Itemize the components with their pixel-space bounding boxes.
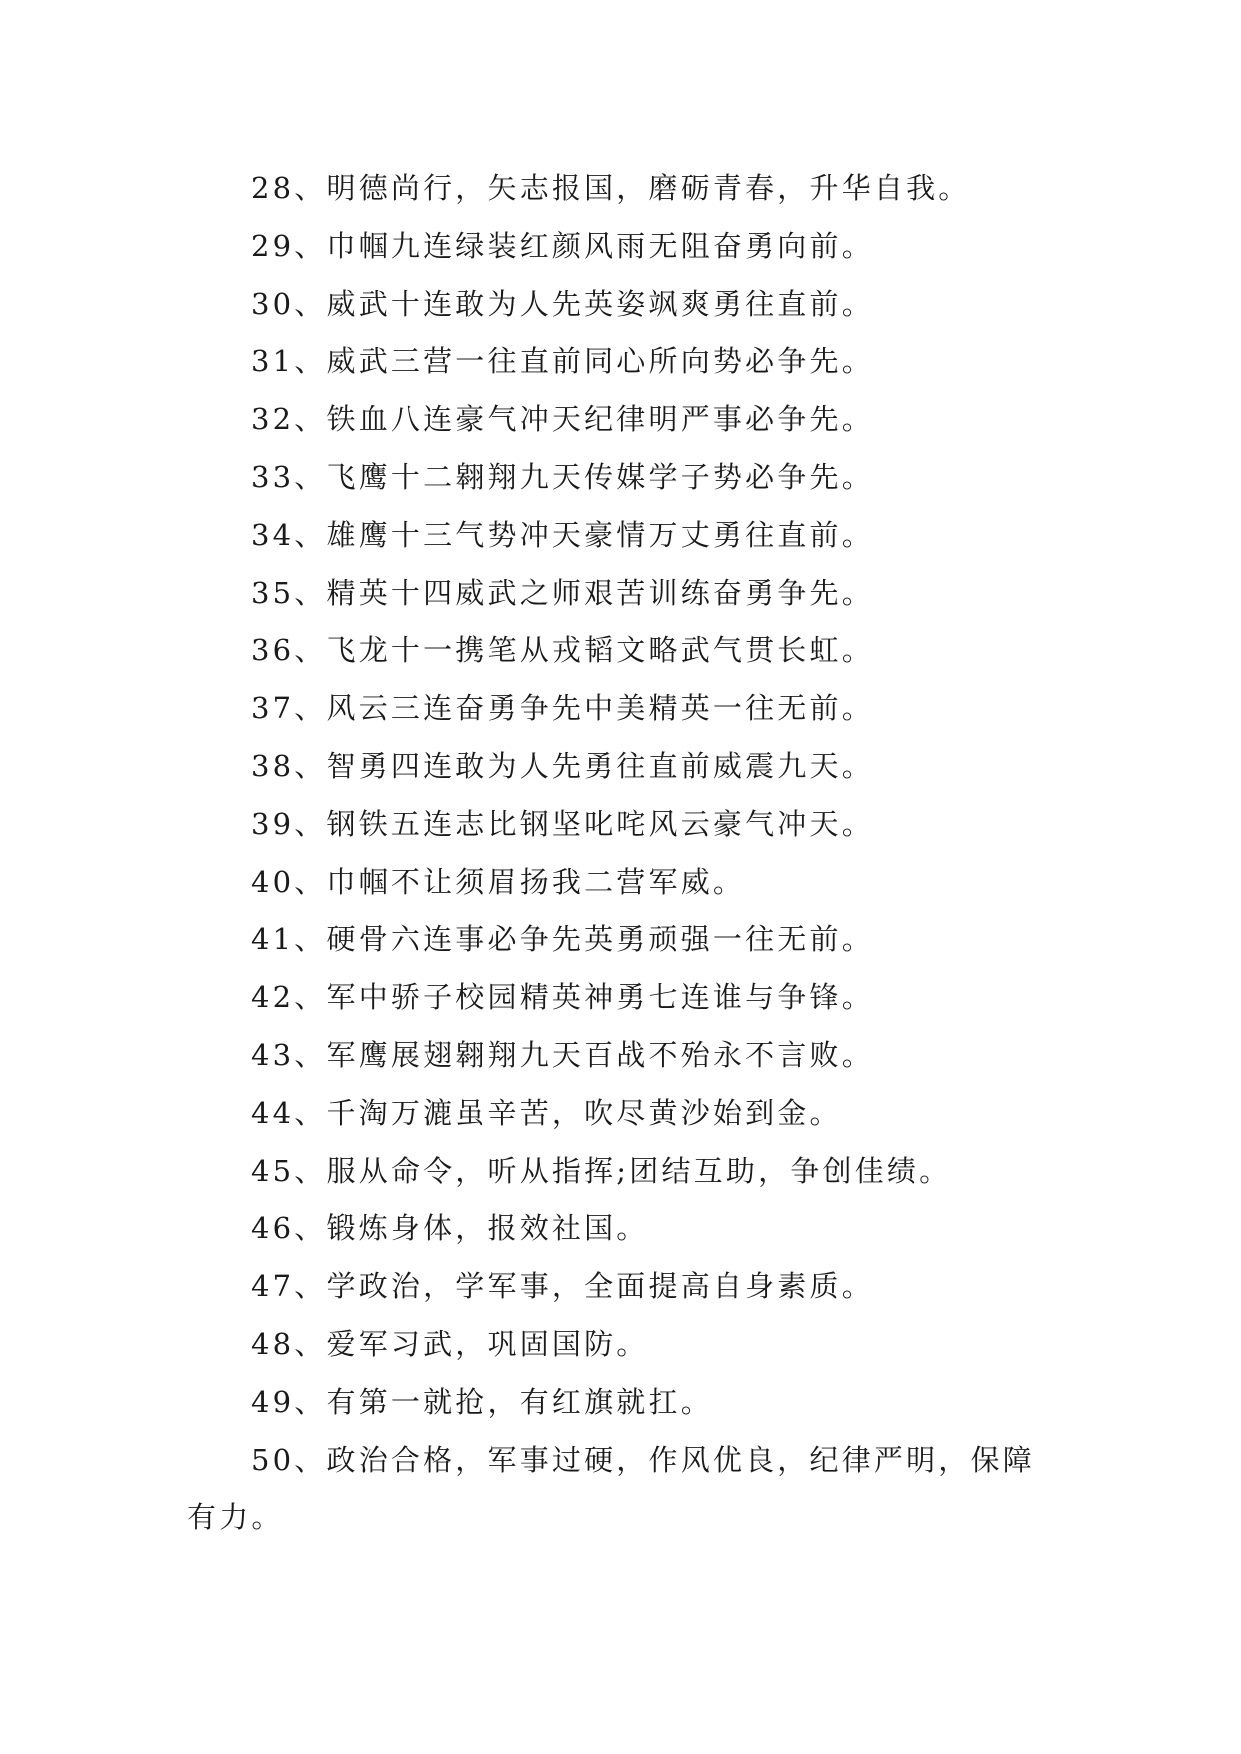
list-item: 49、有第一就抢，有红旗就扛。 — [251, 1384, 713, 1419]
list-item: 50、政治合格，军事过硬，作风优良，纪律严明，保障有力。 — [187, 1442, 1035, 1535]
list-item: 48、爱军习武，巩固国防。 — [251, 1326, 649, 1361]
list-item: 35、精英十四威武之师艰苦训练奋勇争先。 — [251, 575, 874, 610]
list-item: 47、学政治，学军事，全面提高自身素质。 — [251, 1269, 874, 1304]
list-item: 34、雄鹰十三气势冲天豪情万丈勇往直前。 — [251, 517, 874, 552]
list-item: 28、明德尚行，矢志报国，磨砺青春，升华自我。 — [251, 171, 971, 205]
list-item: 40、巾帼不让须眉扬我二营军威。 — [251, 864, 746, 899]
list-item: 43、军鹰展翅翱翔九天百战不殆永不言败。 — [251, 1037, 874, 1072]
list-item: 37、风云三连奋勇争先中美精英一往无前。 — [251, 691, 874, 726]
slogan-list — [187, 160, 1067, 1547]
list-item: 29、巾帼九连绿装红颜风雨无阻奋勇向前。 — [251, 228, 874, 263]
list-item: 36、飞龙十一携笔从戎韬文略武气贯长虹。 — [251, 633, 874, 668]
list-item: 38、智勇四连敢为人先勇往直前威震九天。 — [251, 748, 874, 783]
list-item: 41、硬骨六连事必争先英勇顽强一往无前。 — [251, 922, 874, 957]
list-item: 31、威武三营一往直前同心所向势必争先。 — [251, 344, 874, 379]
list-item: 42、军中骄子校园精英神勇七连谁与争锋。 — [251, 980, 874, 1015]
list-item: 33、飞鹰十二翱翔九天传媒学子势必争先。 — [251, 459, 874, 494]
list-item: 45、服从命令，听从指挥;团结互助，争创佳绩。 — [251, 1153, 952, 1188]
list-item: 39、钢铁五连志比钢坚叱咤风云豪气冲天。 — [251, 806, 874, 841]
list-item: 44、千淘万漉虽辛苦，吹尽黄沙始到金。 — [251, 1095, 842, 1130]
list-item: 46、锻炼身体，报效社国。 — [251, 1211, 649, 1246]
list-item: 30、威武十连敢为人先英姿飒爽勇往直前。 — [251, 286, 874, 321]
list-item: 32、铁血八连豪气冲天纪律明严事必争先。 — [251, 402, 874, 437]
